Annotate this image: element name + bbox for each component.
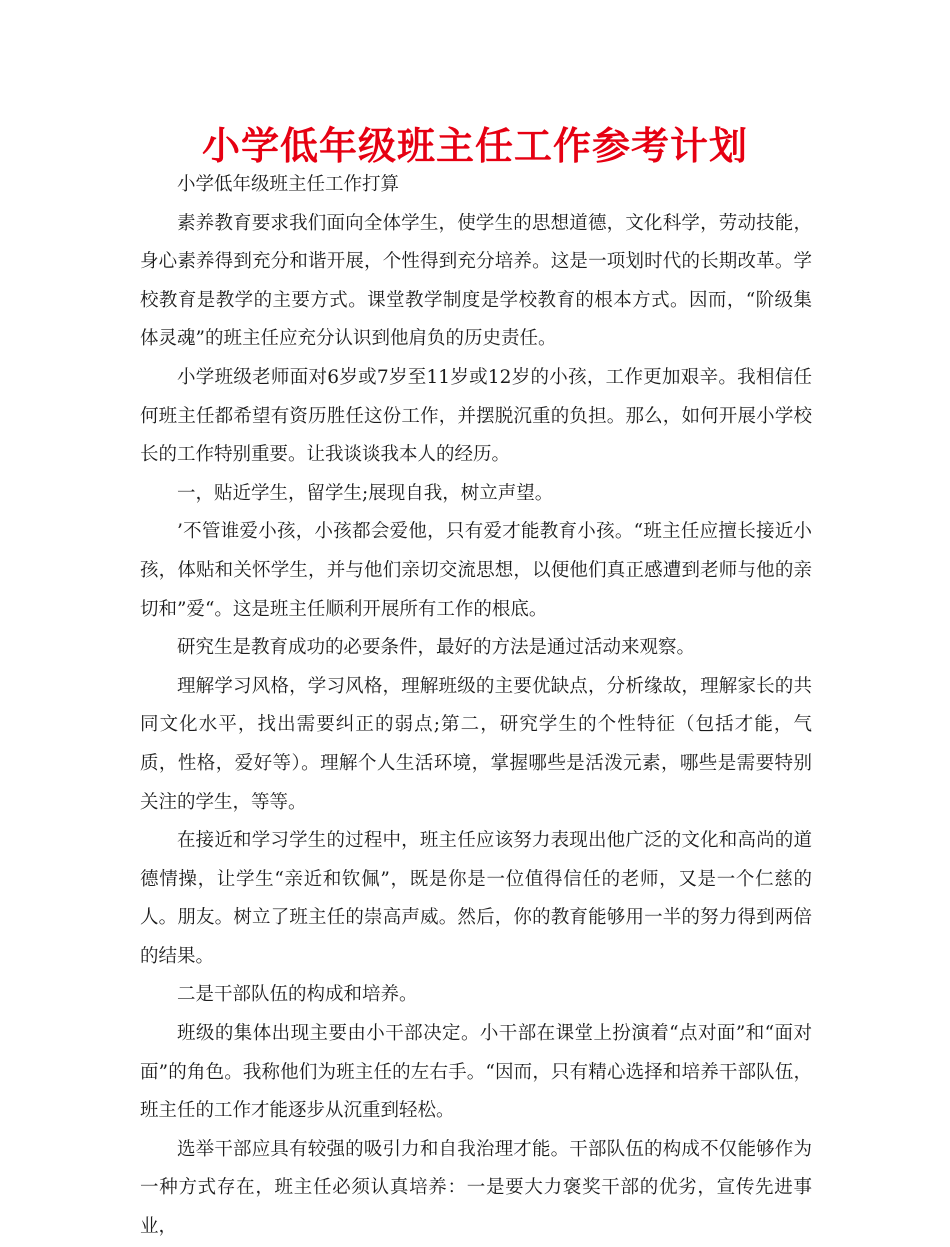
paragraph-10: 班级的集体出现主要由小干部决定。小干部在课堂上扮演着“点对面”和“面对面”的角色。我称他们为班主任的左右手。“因而，只有精心选择和培养干部队伍，班主任的工作才能逐步从沉重到轻松。 xyxy=(140,1023,812,1122)
paragraph-8: 在接近和学习学生的过程中，班主任应该努力表现出他广泛的文化和高尚的道德情操，让学生“亲近和钦佩”，既是你是一位值得信任的老师，又是一个仁慈的人。朋友。树立了班主任的崇高声威。然后，你的教育能够用一半的努力得到两倍的结果。 xyxy=(140,830,812,967)
paragraph-7: 理解学习风格，学习风格，理解班级的主要优缺点，分析缘故，理解家长的共同文化水平，找出需要纠正的弱点;第二，研究学生的个性特征（包括才能，气质，性格，爱好等）。理解个人生活环境，掌握哪些是活泼元素，哪些是需要特别关注的学生，等等。 xyxy=(140,675,812,813)
paragraph-9: 二是干部队伍的构成和培养。 xyxy=(177,984,418,1006)
paragraph-4: 一，贴近学生，留学生;展现自我，树立声望。 xyxy=(177,482,554,504)
document-body xyxy=(140,166,812,1247)
paragraph-1: 小学低年级班主任工作打算 xyxy=(177,174,400,195)
paragraph-5: ’不管谁爱小孩，小孩都会爱他，只有爱才能教育小孩。“班主任应擅长接近小孩，体贴和关怀学生，并与他们亲切交流思想，以便他们真正感遭到老师与他的亲切和”爱“。这是班主任顺利开展所有工作的根底。 xyxy=(140,521,812,620)
paragraph-6: 研究生是教育成功的必要条件，最好的方法是通过活动来观察。 xyxy=(177,637,696,659)
paragraph-11: 选举干部应具有较强的吸引力和自我治理才能。干部队伍的构成不仅能够作为一种方式存在，班主任必须认真培养：一是要大力褒奖干部的优劣，宣传先进事业， xyxy=(140,1138,812,1238)
document-title: 小学低年级班主任工作参考计划 xyxy=(201,124,748,168)
paragraph-3: 小学班级老师面对6岁或7岁至11岁或12岁的小孩，工作更加艰辛。我相信任何班主任都希望有资历胜任这份工作，并摆脱沉重的负担。那么，如何开展小学校长的工作特别重要。让我谈谈我本人的经历。 xyxy=(140,366,812,466)
paragraph-2: 素养教育要求我们面向全体学生，使学生的思想道德，文化科学，劳动技能，身心素养得到充分和谐开展，个性得到充分培养。这是一项划时代的长期改革。学校教育是教学的主要方式。课堂教学制度是学校教育的根本方式。因而，“阶级集体灵魂”的班主任应充分认识到他肩负的历史责任。 xyxy=(140,212,812,350)
